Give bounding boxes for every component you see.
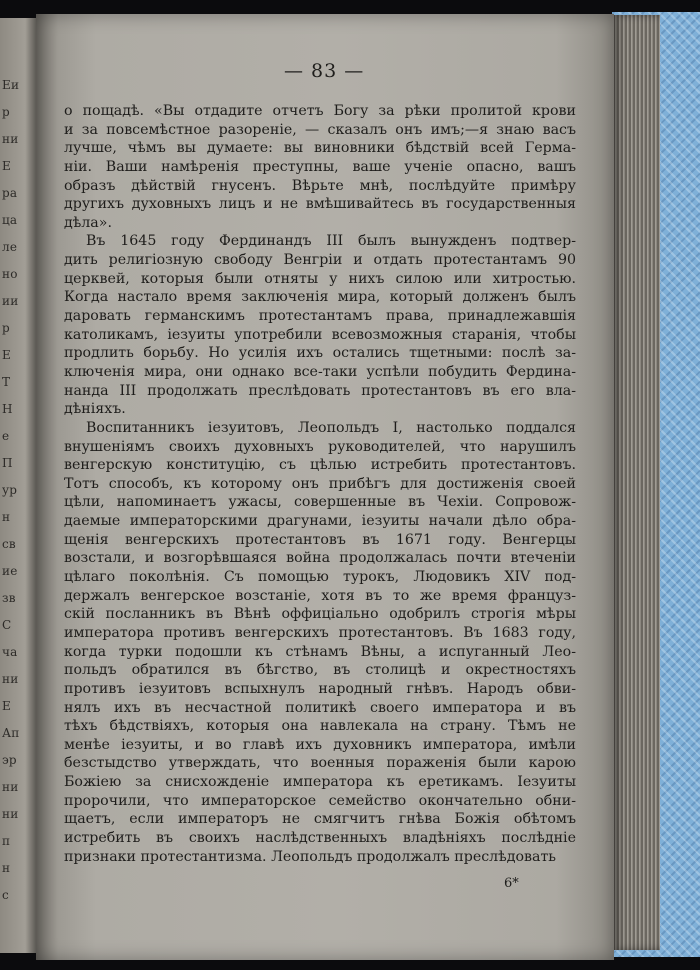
previous-page-fragment: р [2, 321, 10, 335]
previous-page-fragment: н [2, 510, 11, 524]
page-edges [612, 15, 660, 950]
previous-page-fragment: но [2, 267, 18, 281]
text-line: о пощадѣ. «Вы отдадите отчетъ Богу за рѣки пролитой крови [64, 103, 576, 119]
text-line: внушеніямъ своихъ духовныхъ руководителей, что нарушилъ [64, 438, 576, 455]
previous-page-fragment: Еи [2, 78, 20, 92]
text-line: безстыдство утверждать, что военныя пораженія были карою [64, 755, 576, 772]
text-line: ключенія мира, они однако все-таки успѣли побудить Фердина- [64, 363, 576, 380]
text-line: Божіею за снисхожденіе императора къ еретикамъ. Іезуиты [64, 774, 576, 791]
text-line: ніи. Ваши намѣренія преступны, ваше ученіе опасно, вашъ [64, 158, 576, 175]
previous-page-fragment: р [2, 105, 10, 119]
previous-page-fragment: ии [2, 294, 19, 308]
previous-page-fragment: Т [2, 375, 11, 389]
previous-page-fragment: Е [2, 159, 11, 173]
text-line: противъ іезуитовъ вспыхнулъ народный гнѣвъ. Народъ обви- [64, 680, 576, 697]
previous-page-fragment: н [2, 861, 11, 875]
previous-page-fragment: ца [2, 213, 18, 227]
previous-page-fragment: св [2, 537, 16, 551]
text-line: венгерскую конституцію, съ цѣлью истребить протестантовъ. [64, 457, 576, 474]
previous-page-fragment: зв [2, 591, 16, 605]
page-text [64, 102, 576, 866]
text-line: нанда III продолжать преслѣдовать протестантовъ въ его вла- [64, 382, 576, 399]
paragraph-2 [64, 232, 576, 418]
previous-page-fragment: ни [2, 132, 19, 146]
previous-page-fragment: с [2, 888, 9, 902]
text-line: нялъ ихъ въ несчастной политикѣ своего императора и въ [64, 699, 576, 716]
text-line: образъ дѣйствій гнусенъ. Вѣрьте мнѣ, послѣдуйте примѣру [64, 177, 576, 194]
previous-page-fragment: ле [2, 240, 18, 254]
page-number: — 83 — [284, 60, 365, 82]
paragraph-3 [64, 419, 576, 866]
book-page [36, 14, 614, 960]
previous-page-fragment: ни [2, 780, 19, 794]
text-line: признаки протестантизма. Леопольдъ продолжалъ преслѣдовать [64, 848, 557, 865]
previous-page-fragment: С [2, 618, 12, 632]
text-line: дѣніяхъ. [64, 401, 126, 418]
text-line: возстали, и возгорѣвшаяся война продолжалась почти втеченіи [64, 550, 576, 567]
previous-page-fragment: Е [2, 348, 11, 362]
text-line: пророчили, что императорское семейство окончательно обни- [64, 792, 576, 809]
text-line: щаетъ, если императоръ не смягчитъ гнѣва Божія обѣтомъ [64, 811, 576, 828]
text-line: истребить въ своихъ наслѣдственныхъ владѣніяхъ послѣдніе [64, 829, 576, 846]
text-line: щенія венгерскихъ протестантовъ въ 1671 году. Венгерцы [64, 531, 576, 548]
paragraph-1 [64, 102, 576, 232]
text-line: Воспитанникъ іезуитовъ, Леопольдъ I, настолько поддался [86, 419, 576, 436]
previous-page-fragment: ур [2, 483, 18, 497]
text-line: императора противъ венгерскихъ протестантовъ. Въ 1683 году, [64, 624, 576, 641]
previous-page-fragment: Ап [2, 726, 20, 740]
text-line: и за повсемѣстное разореніе, — сказалъ онъ имъ;—я знаю васъ [64, 121, 576, 138]
previous-page-fragment: п [2, 834, 11, 848]
text-line: дить религіозную свободу Венгріи и отдать протестантамъ 90 [64, 252, 576, 269]
text-line: церквей, которыя были отняты у нихъ силою или хитростью. [64, 270, 576, 287]
text-line: цѣлаго поколѣнія. Съ помощью турокъ, Людовикъ XIV под- [64, 569, 576, 586]
previous-page-fragment: Н [2, 402, 13, 416]
signature-mark: 6* [504, 876, 519, 891]
previous-page-fragment: ра [2, 186, 18, 200]
previous-page-fragment: П [2, 456, 13, 470]
text-line: тѣхъ бѣдствіяхъ, которыя она навлекала на страну. Тѣмъ не [64, 718, 576, 735]
text-line: менѣе іезуиты, и во главѣ ихъ духовникъ императора, имѣли [64, 736, 576, 753]
previous-page-strip [0, 18, 36, 953]
previous-page-fragment: эр [2, 753, 17, 767]
text-line: польдъ обратился въ бѣгство, въ столицѣ и окрестностяхъ [64, 662, 576, 679]
previous-page-fragment: ие [2, 564, 18, 578]
text-line: скій посланникъ въ Вѣнѣ оффиціально одобрилъ строгія мѣры [64, 606, 576, 623]
text-line: Въ 1645 году Фердинандъ III былъ вынужденъ подтвер- [86, 233, 576, 250]
text-line: католикамъ, іезуиты употребили всевозможныя старанія, чтобы [64, 326, 576, 343]
previous-page-fragment: Е [2, 699, 11, 713]
text-line: Когда настало время заключенія мира, который долженъ былъ [64, 289, 576, 306]
text-line: даровать германскимъ протестантамъ права, принадлежавшія [64, 308, 576, 325]
previous-page-fragment: ни [2, 807, 19, 821]
previous-page-fragment: е [2, 429, 10, 443]
text-line: другихъ духовныхъ лицъ и не вмѣшивайтесь въ государственныя [64, 196, 576, 213]
text-line: лучше, чѣмъ вы думаете: вы виновники бѣдствій всей Герма- [64, 140, 576, 157]
text-line: Тотъ способъ, къ которому онъ прибѣгъ для достиженія своей [64, 475, 576, 492]
text-line: даемые императорскими драгунами, іезуиты начали дѣло обра- [64, 513, 576, 530]
text-line: дѣла». [64, 214, 112, 231]
previous-page-fragment: ни [2, 672, 19, 686]
previous-page-fragment: ча [2, 645, 18, 659]
text-line: держалъ венгерское возстаніе, хотя въ то же время француз- [64, 587, 576, 604]
text-line: продлить борьбу. Но усилія ихъ остались тщетными: послѣ за- [64, 345, 576, 362]
text-line: цѣли, напоминаетъ ужасы, совершенные въ Чехіи. Сопровож- [64, 494, 576, 511]
text-line: когда турки подошли къ стѣнамъ Вѣны, а испуганный Лео- [64, 643, 576, 660]
